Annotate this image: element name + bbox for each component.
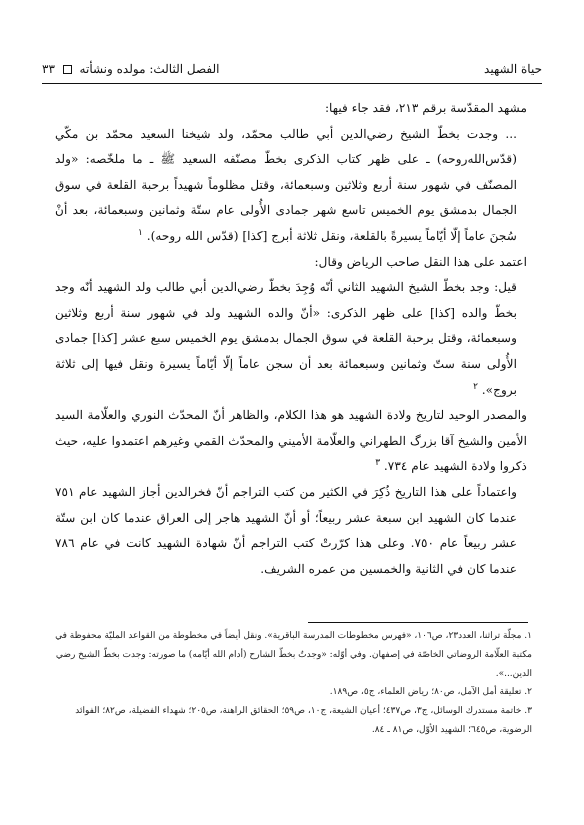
running-title: حياة الشهيد <box>484 62 542 76</box>
footnotes <box>55 627 532 740</box>
footnote-1: ١. مجلّة تراثنا، العدد٢٣، ص١٠٦، «فهرس مخطوطات المدرسة الباقرية». ونقل أيضاً في مخطوطة من القواعد المليّة محفوظة في مكتبة العلّامة الروضاتي الخاصّة في إصفهان. وفي أوّله: «وجدتُ بخطّ الشارح (أدام الله أيّامه) ما صورته: وجدت بخطّ الشيخ رضي الدين...». <box>55 631 532 679</box>
page-body <box>55 96 527 582</box>
paragraph-1: مشهد المقدّسة برقم ٢١٣، فقد جاء فيها: <box>324 101 527 115</box>
footnote-3: ٣. خاتمة مستدرك الوسائل، ج٣، ص٤٣٧؛ أعيان الشيعة، ج١٠، ص٥٩؛ الحقائق الراهنة، ص٢٠٥؛ شهداء الفضيلة، ص٨٢؛ الفوائد الرضوية، ص٦٤٥؛ الشهيد الأوّل، ص٨١ ـ ٨٤. <box>75 706 532 735</box>
paragraph-3: اعتمد على هذا النقل صاحب الرياض وقال: <box>314 254 527 269</box>
page-header <box>42 62 542 82</box>
header-rule <box>42 83 542 84</box>
page-number: ٣٣ <box>42 62 55 76</box>
paragraph-5-text: والمصدر الوحيد لتاريخ ولادة الشهيد هو هذا الكلام، والظاهر أنّ المحدّث النوري والعلّامة السيد الأمين والشيخ آقا بزرگ الطهراني والعلّامة الأميني والمحدّث القمي وغيرهم اعتمدوا عليه، حيث ذكروا ولادة الشهيد عام ٧٣٤. <box>55 408 527 474</box>
paragraph-6: واعتماداً على هذا التاريخ ذُكِرَ في الكثير من كتب التراجم أنّ فخرالدين أجاز الشهيد عام ٧٥١ عندما كان الشهيد ابن سبعة عشر ربيعاً؛ أو أنّ الشهيد هاجر إلى العراق عندما كان ابن ستّة عشر ربيعاً عام ٧٥٠. وعلى هذا كرّرتْ كتب التراجم أنّ شهادة الشهيد كانت في عام ٧٨٦ عندما كان في الثانية والخمسين من عمره الشريف. <box>55 484 517 576</box>
footnote-ref-1[interactable]: ١ <box>138 227 143 238</box>
square-separator-icon <box>63 65 72 74</box>
chapter-title: الفصل الثالث: مولده ونشأته <box>79 62 220 76</box>
footnote-ref-2[interactable]: ٢ <box>473 381 478 392</box>
footnote-rule <box>308 622 528 623</box>
paragraph-5 <box>55 403 527 480</box>
paragraph-2 <box>55 122 527 250</box>
header-chapter <box>42 62 219 76</box>
footnote-2: ٢. تعليقة أمل الآمل، ص٨٠؛ رياض العلماء، ج٥، ص١٨٩. <box>329 687 532 698</box>
footnote-ref-3[interactable]: ٣ <box>375 458 381 469</box>
paragraph-4 <box>55 275 527 403</box>
quote-2: قيل: وجد بخطّ الشيخ الشهيد الثاني أنّه وُجِدَ بخطّ رضي‌الدين أبي طالب ولد الشهيد أنّه وجد بخطّ والده [كذا] على ظهر الذكرى: «أنّ والده الشهيد ولد في شهور سنة أربع وثلاثين وسبعمائة، وقتل برحبة القلعة في سوق الجمال بدمشق يوم الخميس سبع عشر [كذا] جمادى الأُولى سنة ستّ وثمانين وسبعمائة بعد أن سجن عاماً إلّا أيّاماً يسيرة ونقل فيها إلى ثلاثة بروج». <box>55 280 517 397</box>
quote-1: ... وجدت بخطّ الشيخ رضي‌الدين أبي طالب محمّد، ولد شيخنا السعيد محمّد بن مكّي (قدّس‌الله‌روحه) ـ على ظهر كتاب الذكرى بخطّ مصنّفه السعيد ﷺ ـ ما ملخّصه: «ولد المصنّف في شهور سنة أربع وثلاثين وسبعمائة، وقتل مظلوماً شهيداً برحبة القلعة في سوق الجمال بدمشق يوم الخميس تاسع شهر جمادى الأُولى عام ستّة وثمانين وسبعمائة، بعد أنْ سُجنَ عاماً إلّا أيّاماً يسيرةً بالقلعة، ونقل ثلاثة أبرج [كذا] (قدّس الله روحه). <box>55 126 517 243</box>
